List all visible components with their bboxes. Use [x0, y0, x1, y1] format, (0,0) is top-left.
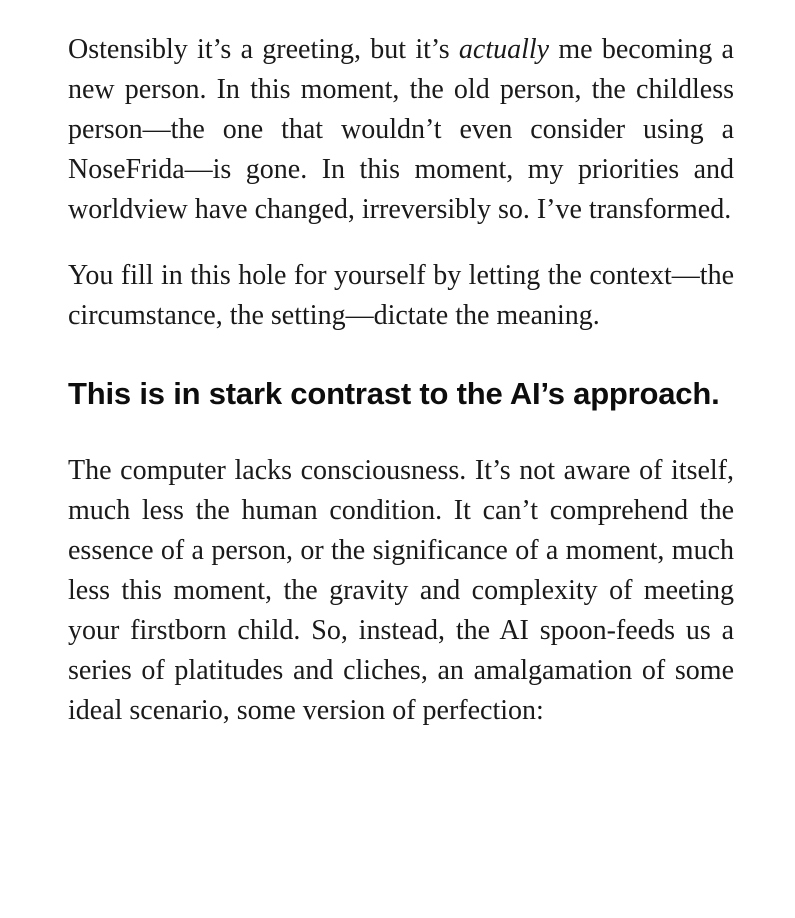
emphasis-actually: actually: [458, 34, 550, 65]
paragraph-context: You fill in this hole for yourself by letting the context—the circumstance, the setting—dictate the meaning.: [68, 260, 734, 331]
article-body: [68, 30, 734, 731]
paragraph-greeting: [68, 30, 734, 230]
section-heading: This is in stark contrast to the AI’s approach.: [68, 376, 720, 411]
paragraph-greeting-text-start: Ostensibly it’s a greeting, but it’s: [68, 34, 459, 65]
paragraph-ai-approach: The computer lacks consciousness. It’s not aware of itself, much less the human condition. It can’t comprehend the essence of a person, or the significance of a moment, much less this moment, the gravity and complexity of meeting your firstborn child. So, instead, the AI spoon-feeds us a series of platitudes and cliches, an amalgamation of some ideal scenario, some version of perfection:: [68, 455, 734, 726]
paragraph-greeting-text-end: me becoming a new person. In this moment, the old person, the childless person—the one that wouldn’t even consider using a NoseFrida—is gone. In this moment, my priorities and worldview have changed, irreversibly so. I’ve transformed.: [68, 34, 734, 225]
